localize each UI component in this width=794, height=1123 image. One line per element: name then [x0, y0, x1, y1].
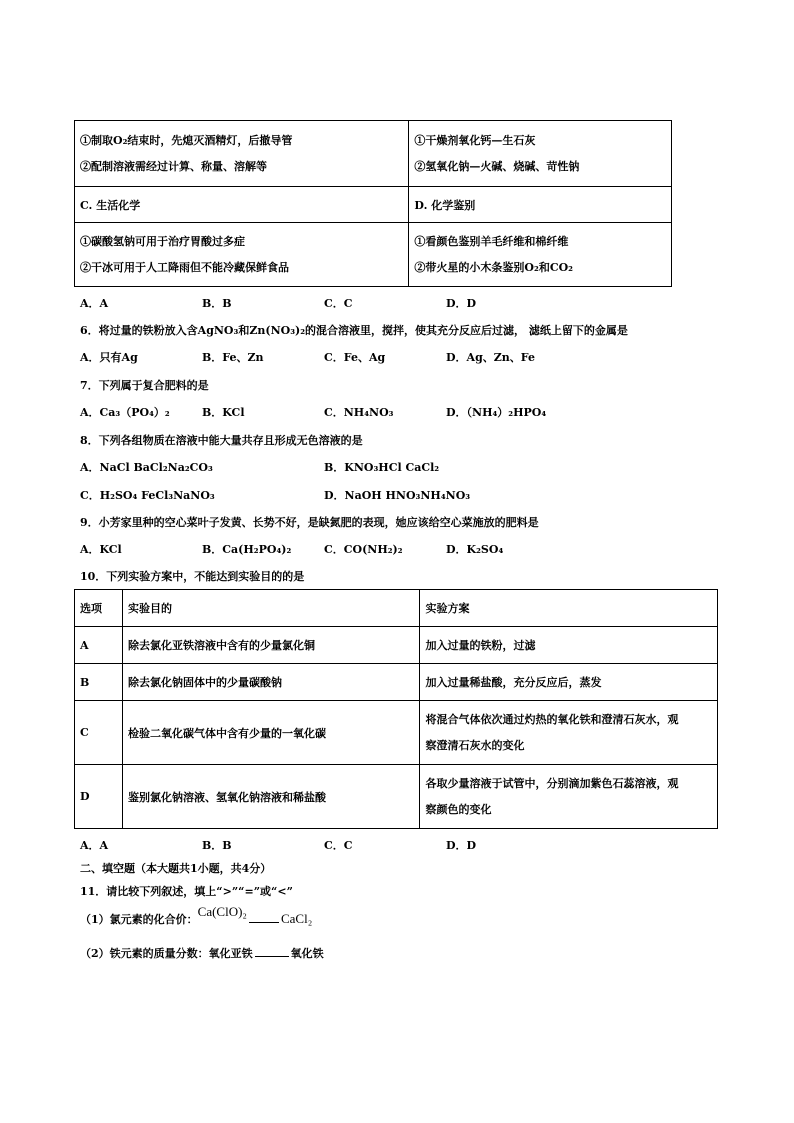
formula-left: Ca(ClO)₂ [197, 904, 247, 919]
q5-option-d: D．D [446, 297, 477, 310]
q9-option-b: B．Ca(H₂PO₄)₂ [202, 543, 292, 556]
q5-option-a: A．A [80, 297, 109, 310]
table-cell [409, 187, 672, 223]
plan-line: 各取少量溶液于试管中，分别滴加紫色石蕊溶液，观 [425, 776, 679, 790]
q7-option-c: C．NH₄NO₃ [324, 406, 394, 419]
cell-line: ①干燥剂氧化钙—生石灰 [414, 133, 536, 147]
table-row [75, 701, 718, 765]
q6-option-a: A．只有Ag [80, 351, 138, 364]
plan-cell: 加入过量稀盐酸，充分反应后，蒸发 [420, 664, 718, 701]
table-cell [75, 187, 409, 223]
q10-stem: 10．下列实验方案中，不能达到实验目的的是 [80, 570, 305, 583]
table-row [75, 765, 718, 829]
q6-option-d: D．Ag、Zn、Fe [446, 351, 535, 364]
cell-line: ②带火星的小木条鉴别O₂和CO₂ [414, 260, 573, 274]
q11-part1 [80, 904, 313, 927]
q8-option-d: D．NaOH HNO₃NH₄NO₃ [324, 489, 471, 502]
purpose-cell: 除去氯化亚铁溶液中含有的少量氯化铜 [122, 627, 420, 664]
table-row [75, 627, 718, 664]
cell-line: ②氢氧化钠—火碱、烧碱、苛性钠 [414, 159, 580, 173]
q10-option-d: D．D [446, 839, 477, 852]
table-cell [409, 223, 672, 287]
q9-stem: 9．小芳家里种的空心菜叶子发黄、长势不好，是缺氮肥的表现，她应该给空心菜施放的肥料是 [80, 516, 539, 529]
experiment-table [74, 589, 718, 829]
plan-line: 将混合气体依次通过灼热的氧化铁和澄清石灰水，观 [425, 712, 679, 726]
table-cell [409, 121, 672, 187]
table-cell [75, 223, 409, 287]
option-cell: B [75, 664, 123, 701]
header-cell: 实验目的 [122, 590, 420, 627]
q9-option-d: D．K₂SO₄ [446, 543, 504, 556]
option-cell: A [75, 627, 123, 664]
q7-stem: 7．下列属于复合肥料的是 [80, 379, 209, 392]
plan-line: 察颜色的变化 [425, 802, 492, 816]
cell-line: ②干冰可用于人工降雨但不能冷藏保鲜食品 [80, 260, 289, 274]
q7-option-b: B．KCl [202, 406, 245, 419]
q8-option-c: C．H₂SO₄ FeCl₃NaNO₃ [80, 489, 215, 502]
purpose-cell: 鉴别氯化钠溶液、氢氧化钠溶液和稀盐酸 [122, 765, 420, 829]
q10-option-b: B．B [202, 839, 232, 852]
table-row [75, 664, 718, 701]
q5-option-b: B．B [202, 297, 232, 310]
plan-line: 察澄清石灰水的变化 [425, 738, 525, 752]
plan-cell [420, 765, 718, 829]
q10-option-a: A．A [80, 839, 109, 852]
q7-option-a: A．Ca₃（PO₄）₂ [80, 406, 170, 419]
option-cell: D [75, 765, 123, 829]
q5-option-c: C．C [324, 297, 353, 310]
category-label: C. 生活化学 [80, 198, 141, 212]
q7-option-d: D．（NH₄）₂HPO₄ [446, 406, 547, 419]
q9-option-c: C．CO(NH₂)₂ [324, 543, 403, 556]
q6-option-c: C．Fe、Ag [324, 351, 386, 364]
q11-part2 [80, 945, 324, 961]
q8-option-b: B．KNO₃HCl CaCl₂ [324, 461, 440, 474]
q8-stem: 8．下列各组物质在溶液中能大量共存且形成无色溶液的是 [80, 434, 363, 447]
section-heading: 二、填空题（本大题共1小题，共4分） [80, 862, 272, 875]
plan-cell: 加入过量的铁粉，过滤 [420, 627, 718, 664]
header-cell: 选项 [75, 590, 123, 627]
answer-blank[interactable] [255, 946, 289, 957]
cell-line: ②配制溶液需经过计算、称量、溶解等 [80, 159, 267, 173]
q10-option-c: C．C [324, 839, 353, 852]
formula-right: CaCl₂ [280, 911, 313, 926]
table-row [75, 121, 672, 187]
table-row [75, 223, 672, 287]
q6-stem: 6．将过量的铁粉放入含AgNO₃和Zn(NO₃)₂的混合溶液里，搅拌，使其充分反应后过滤， 滤纸上留下的金属是 [80, 324, 628, 337]
table-cell [75, 121, 409, 187]
header-cell: 实验方案 [420, 590, 718, 627]
table-header-row [75, 590, 718, 627]
q11-stem: 11．请比较下列叙述，填上“>”“=”或“<” [80, 885, 293, 898]
answer-blank[interactable] [249, 912, 279, 923]
comparison-table [74, 120, 672, 287]
q9-option-a: A．KCl [80, 543, 122, 556]
purpose-cell: 除去氯化钠固体中的少量碳酸钠 [122, 664, 420, 701]
cell-line: ①制取O₂结束时，先熄灭酒精灯，后撤导管 [80, 133, 293, 147]
q6-option-b: B．Fe、Zn [202, 351, 264, 364]
table-row [75, 187, 672, 223]
q8-option-a: A．NaCl BaCl₂Na₂CO₃ [80, 461, 213, 474]
q11-part1-label: （1）氯元素的化合价： [80, 913, 198, 926]
category-label: D. 化学鉴别 [414, 198, 476, 212]
cell-line: ①碳酸氢钠可用于治疗胃酸过多症 [80, 234, 245, 248]
q11-part2-label: （2）铁元素的质量分数：氧化亚铁 [80, 947, 253, 960]
plan-cell [420, 701, 718, 765]
purpose-cell: 检验二氧化碳气体中含有少量的一氧化碳 [122, 701, 420, 765]
q11-part2-right: 氧化铁 [290, 947, 324, 960]
option-cell: C [75, 701, 123, 765]
cell-line: ①看颜色鉴别羊毛纤维和棉纤维 [414, 234, 569, 248]
